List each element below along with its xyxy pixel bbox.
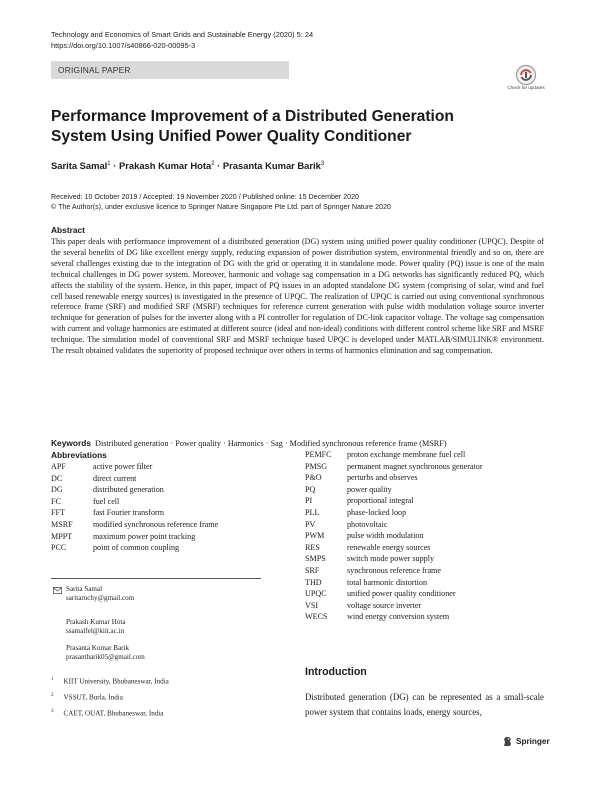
abbreviation-row: [305, 588, 483, 600]
keywords-text: Distributed generation · Power quality · Harmonics · Sag · Modified synchronous reference frame (MSRF): [95, 439, 447, 448]
abbreviation-term: MSRF: [51, 519, 73, 529]
affiliation-number: 2: [51, 693, 54, 698]
contact-name: Prakash Kumar Hota: [66, 618, 126, 626]
abbreviation-definition: active power filter: [93, 462, 153, 471]
contact-name: Prasanta Kumar Barik: [66, 644, 130, 652]
abbreviation-term: DG: [51, 485, 63, 495]
abbreviation-definition: proton exchange membrane fuel cell: [347, 450, 466, 459]
author-list: [51, 160, 324, 171]
abbreviation-term: PWM: [305, 531, 325, 541]
abbreviation-term: PQ: [305, 484, 316, 494]
abbreviation-row: [305, 542, 483, 554]
paper-title: Performance Improvement of a Distributed Generation System Using Unified Power Quality Conditioner: [51, 108, 454, 145]
abbreviation-row: [51, 507, 218, 519]
affiliation-number: 3: [51, 709, 54, 714]
abbreviation-row: [51, 484, 218, 496]
contact-email[interactable]: prasantbarik05@gmail.com: [66, 653, 145, 661]
abbreviation-definition: total harmonic distortion: [347, 577, 428, 587]
publication-dates: Received: 10 October 2019 / Accepted: 19 November 2020 / Published online: 15 December 2020: [51, 193, 359, 201]
copyright-notice: © The Author(s), under exclusive licence to Springer Nature Singapore Pte Ltd. part of Springer Nature 2020: [51, 203, 391, 211]
abbreviation-definition: permanent magnet synchronous generator: [347, 461, 483, 471]
affiliation-item: [51, 707, 163, 718]
abbreviation-term: SRF: [305, 565, 320, 575]
abbreviation-row: [305, 472, 483, 484]
abbreviation-definition: switch mode power supply: [347, 554, 434, 564]
abbreviations-list-left: [51, 461, 218, 554]
abbreviation-definition: proportional integral: [347, 496, 414, 506]
abbreviation-definition: phase-locked loop: [347, 507, 407, 517]
abbreviation-term: PMSG: [305, 461, 328, 471]
publisher-logo: [502, 736, 550, 747]
author-affiliation-mark: 1: [107, 160, 111, 167]
abstract-text: This paper deals with performance improvement of a distributed generation (DG) system using unified power quality conditioner (UPQC). Despite of the several benefits of DG like excellent energy supply, reducing expansion of power distribution system, environmental friendly and so on, there are several challenges existing due to the integration of DG with the grid or operating it in standalone mode. Power quality (PQ) issue is one of the main technical challenges in DG power system. Moreover, harmonic and voltage sag compensation in a DG networks has significantly reduced PQ, which affects the stability of the system. Hence, in this paper, impact of PQ issues in an adopted standalone DG system (comprising of solar, wind and fuel cell based renewable energy sources) is investigated in the presence of UPQC. The realization of UPQC is carried out using conventional synchronous reference frame (SRF) and modified SRF (MSRF) techniques for reference current generation with pulse width modulation voltage source inverter technique for generation of pulses for the inverter along with a PI controller for regulation of DC-link capacitor voltage. The voltage sag compensation with current and voltage harmonics are estimated at different source (ideal and non-ideal) conditions with different control scheme like SRF and MSRF technique. The simulation model of conventional SRF and MSRF technique based UPQC is developed under MATLAB/SIMULINK® environment. The result obtained validates the superiority of proposed technique over others in terms of harmonics elimination and sag compensation.: [51, 237, 544, 356]
author-affiliation-mark: 2: [211, 160, 215, 167]
abbreviation-definition: unified power quality conditioner: [347, 589, 456, 599]
affiliation-number: 1: [51, 677, 54, 682]
author-name[interactable]: Prasanta Kumar Barik: [222, 160, 321, 171]
abbreviation-term: PEMFC: [305, 450, 332, 459]
abbreviation-row: [51, 461, 218, 473]
contact-email[interactable]: ssamalfel@kiit.ac.in: [66, 627, 125, 635]
abbreviation-row: [305, 530, 483, 542]
abbreviation-row: [305, 577, 483, 589]
abbreviation-definition: modified synchronous reference frame: [93, 519, 219, 529]
keywords-line: [51, 438, 544, 449]
journal-citation: Technology and Economics of Smart Grids and Sustainable Energy (2020) 5: 24: [51, 30, 314, 39]
abbreviation-term: PCC: [51, 543, 67, 553]
doi-link[interactable]: https://doi.org/10.1007/s40866-020-00095-3: [51, 41, 196, 50]
contact-name: Sarita Samal: [66, 585, 103, 593]
abbreviation-definition: power quality: [347, 484, 392, 494]
affiliation-text: KIIT University, Bhubaneswar, India: [63, 677, 169, 686]
abbreviation-row: [51, 473, 218, 485]
springer-horse-icon: [502, 736, 513, 747]
abbreviation-term: PV: [305, 519, 316, 529]
abbreviation-term: UPQC: [305, 589, 327, 599]
introduction-heading: Introduction: [305, 666, 367, 678]
abbreviation-term: WECS: [305, 612, 328, 622]
abbreviation-row: [305, 484, 483, 496]
contact-email[interactable]: saritaruchy@gmail.com: [66, 594, 135, 602]
author-affiliation-mark: 3: [320, 160, 325, 167]
abbreviation-row: [305, 495, 483, 507]
abbreviation-definition: photovoltaic: [347, 519, 388, 529]
abbreviation-definition: renewable energy sources: [347, 542, 431, 552]
abbreviation-definition: wind energy conversion system: [347, 612, 450, 622]
check-for-updates-label: Check for updates: [507, 85, 545, 90]
introduction-text: Distributed generation (DG) can be represented as a small-scale power system that contains loads, energy sources,: [305, 692, 544, 718]
affiliation-item: [51, 691, 123, 702]
abbreviation-row: [305, 565, 483, 577]
abstract-heading: Abstract: [51, 225, 85, 235]
abbreviation-term: PLL: [305, 507, 320, 517]
affiliation-text: CAET, OUAT, Bhubaneswar, India: [63, 709, 164, 718]
abbreviation-definition: distributed generation: [93, 485, 164, 495]
abbreviation-definition: maximum power point tracking: [93, 531, 196, 541]
abbreviation-row: [305, 600, 483, 612]
abbreviation-term: APF: [51, 462, 66, 471]
abbreviation-term: FFT: [51, 508, 65, 518]
abbreviation-definition: perturbs and observes: [347, 473, 418, 483]
abbreviation-term: P&O: [305, 473, 322, 483]
abbreviations-heading: Abbreviations: [51, 450, 107, 460]
abbreviations-list-right: [305, 449, 483, 623]
abbreviation-row: [51, 542, 218, 554]
publisher-name: Springer: [516, 737, 550, 746]
abbreviation-term: RES: [305, 542, 320, 552]
author-separator: ·: [214, 160, 223, 171]
author-name[interactable]: Sarita Samal: [51, 160, 108, 171]
abbreviation-row: [305, 507, 483, 519]
keywords-label: Keywords: [51, 438, 92, 448]
abbreviation-term: VSI: [305, 600, 319, 610]
abbreviation-row: [305, 519, 483, 531]
check-for-updates-icon[interactable]: [510, 64, 542, 96]
affiliation-item: [51, 675, 169, 686]
envelope-icon: [53, 587, 62, 594]
abbreviation-row: [51, 531, 218, 543]
footnote-divider: [51, 578, 261, 579]
abbreviation-row: [305, 611, 483, 623]
abbreviation-term: DC: [51, 473, 63, 483]
abbreviation-definition: synchronous reference frame: [347, 565, 441, 575]
abbreviation-term: MPPT: [51, 531, 73, 541]
abbreviation-definition: fast Fourier transform: [93, 508, 165, 518]
abbreviation-term: PI: [305, 496, 313, 506]
abbreviation-definition: pulse width modulation: [347, 531, 424, 541]
abbreviation-row: [305, 553, 483, 565]
abbreviation-row: [51, 519, 218, 531]
abbreviation-definition: point of common coupling: [93, 543, 180, 553]
abbreviation-row: [51, 496, 218, 508]
abbreviation-definition: voltage source inverter: [347, 600, 422, 610]
abbreviation-definition: direct current: [93, 473, 137, 483]
abbreviation-row: [305, 461, 483, 473]
abbreviation-term: FC: [51, 496, 61, 506]
abbreviation-term: THD: [305, 577, 322, 587]
author-separator: ·: [110, 160, 119, 171]
abbreviation-row: [305, 449, 483, 461]
abbreviation-definition: fuel cell: [93, 496, 120, 506]
author-name[interactable]: Prakash Kumar Hota: [118, 160, 212, 171]
paper-type-label: ORIGINAL PAPER: [58, 65, 131, 75]
abbreviation-term: SMPS: [305, 554, 326, 564]
affiliation-text: VSSUT, Burla, India: [63, 693, 123, 702]
